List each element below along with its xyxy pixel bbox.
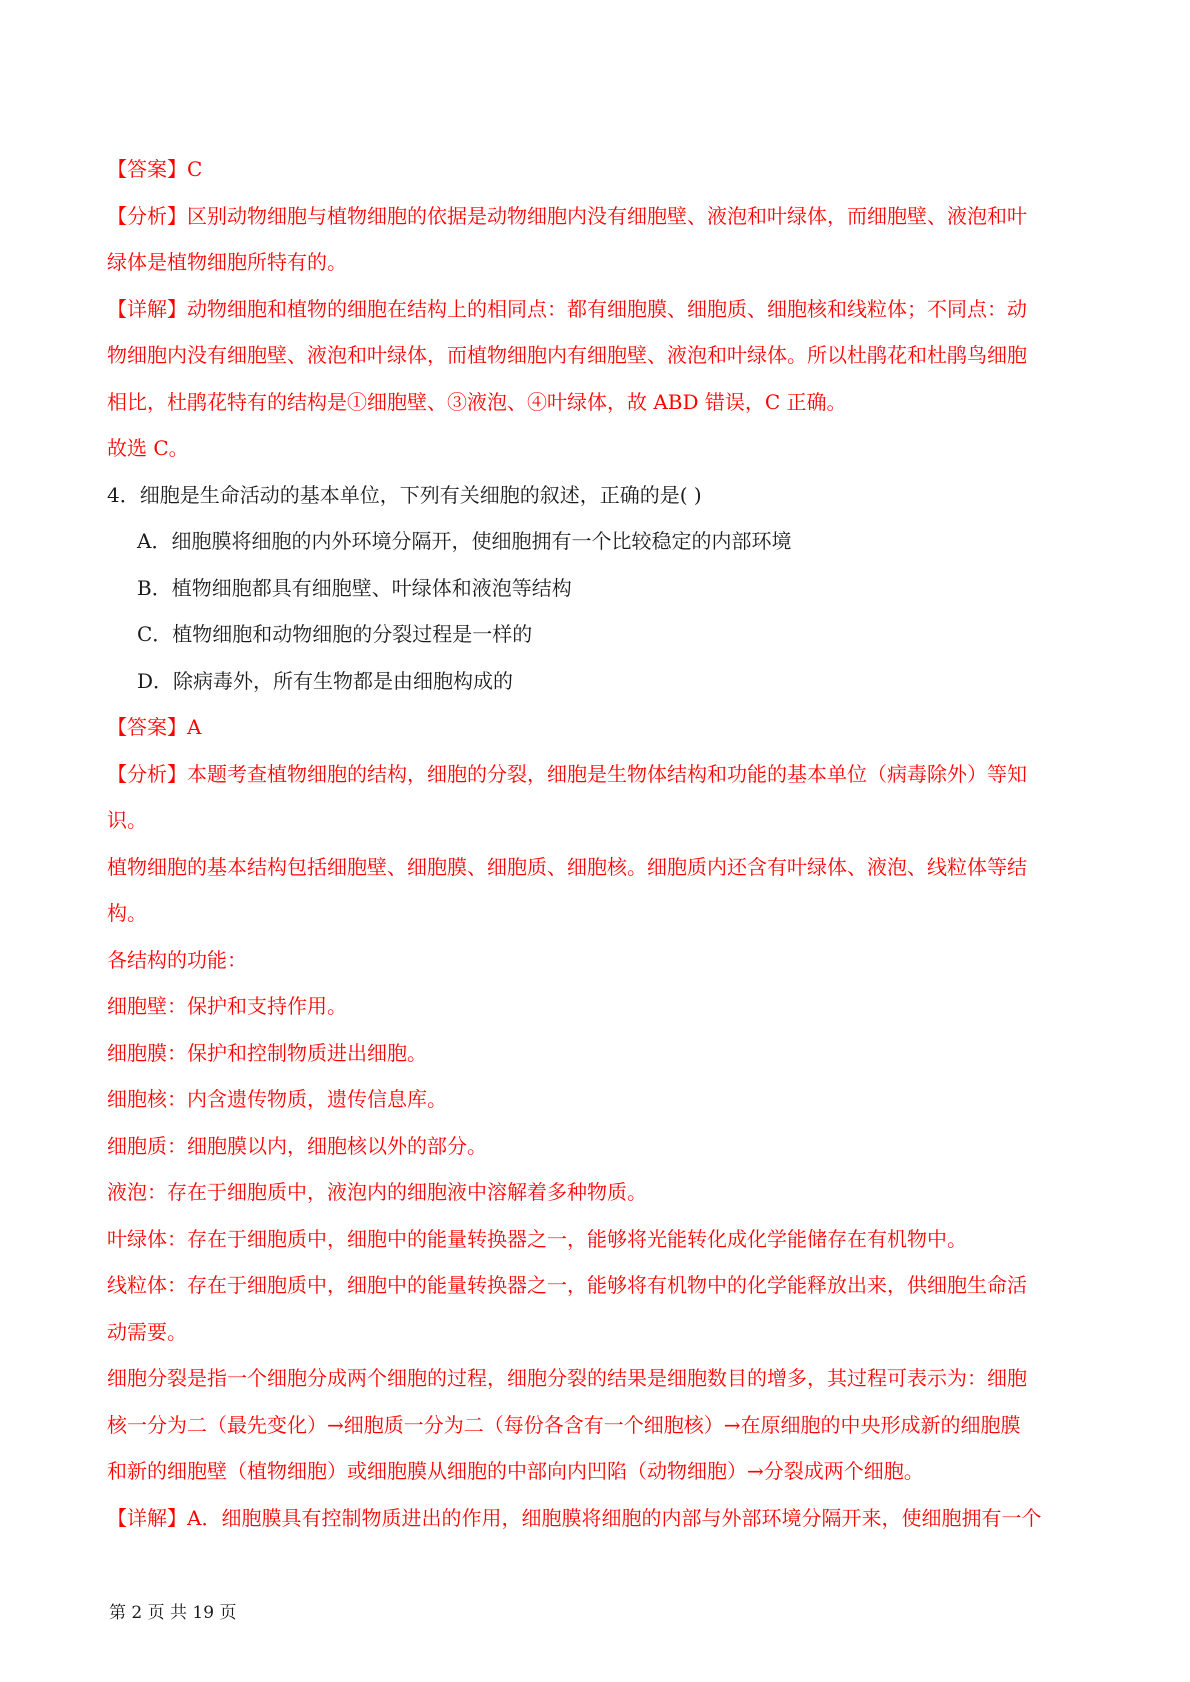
- text-line: 细胞核：内含遗传物质，遗传信息库。: [107, 1087, 447, 1111]
- text-line: 构。: [107, 901, 147, 925]
- text-line: 各结构的功能：: [107, 947, 247, 972]
- text-line: 【答案】A: [107, 715, 202, 739]
- text-line: 绿体是植物细胞所特有的。: [107, 250, 347, 274]
- text-line: 【答案】C: [107, 157, 203, 181]
- text-line: 【详解】动物细胞和植物的细胞在结构上的相同点：都有细胞膜、细胞质、细胞核和线粒体；不同点：动: [107, 296, 1027, 321]
- text-line: 识。: [107, 808, 147, 832]
- document-body: [107, 146, 1083, 1541]
- text-line: 植物细胞的基本结构包括细胞壁、细胞膜、细胞质、细胞核。细胞质内还含有叶绿体、液泡、线粒体等结: [107, 854, 1027, 879]
- text-line: 【分析】本题考查植物细胞的结构，细胞的分裂，细胞是生物体结构和功能的基本单位（病毒除外）等知: [107, 761, 1027, 786]
- text-line: 线粒体：存在于细胞质中，细胞中的能量转换器之一，能够将有机物中的化学能释放出来，供细胞生命活: [107, 1273, 1027, 1297]
- text-line: 故选 C。: [107, 436, 189, 460]
- text-line: 细胞膜：保护和控制物质进出细胞。: [107, 1040, 427, 1065]
- text-line: 细胞分裂是指一个细胞分成两个细胞的过程，细胞分裂的结果是细胞数目的增多，其过程可表示为：细胞: [107, 1366, 1027, 1390]
- option-line: D．除病毒外，所有生物都是由细胞构成的: [137, 668, 514, 693]
- text-line: 相比，杜鹃花特有的结构是①细胞壁、③液泡、④叶绿体，故 ABD 错误，C 正确。: [107, 389, 847, 414]
- text-line: 叶绿体：存在于细胞质中，细胞中的能量转换器之一，能够将光能转化成化学能储存在有机物中。: [107, 1226, 967, 1251]
- text-line: 物细胞内没有细胞壁、液泡和叶绿体，而植物细胞内有细胞壁、液泡和叶绿体。所以杜鹃花和杜鹃鸟细胞: [107, 343, 1027, 367]
- text-line: 动需要。: [107, 1319, 187, 1344]
- text-line: 细胞壁：保护和支持作用。: [107, 994, 347, 1018]
- option-line: C．植物细胞和动物细胞的分裂过程是一样的: [137, 622, 533, 646]
- text-line: 液泡：存在于细胞质中，液泡内的细胞液中溶解着多种物质。: [107, 1180, 647, 1204]
- text-line: 核一分为二（最先变化）→细胞质一分为二（每份各含有一个细胞核）→在原细胞的中央形成新的细胞膜: [107, 1412, 1021, 1437]
- text-line: 4．细胞是生命活动的基本单位，下列有关细胞的叙述，正确的是( ): [107, 482, 702, 507]
- text-line: 【详解】A．细胞膜具有控制物质进出的作用，细胞膜将细胞的内部与外部环境分隔开来，使细胞拥有一个: [107, 1505, 1042, 1530]
- text-line: 细胞质：细胞膜以内，细胞核以外的部分。: [107, 1133, 487, 1158]
- option-line: B．植物细胞都具有细胞壁、叶绿体和液泡等结构: [137, 575, 572, 600]
- page-footer: 第 2 页 共 19 页: [109, 1603, 237, 1623]
- text-line: 【分析】区别动物细胞与植物细胞的依据是动物细胞内没有细胞壁、液泡和叶绿体，而细胞壁、液泡和叶: [107, 203, 1027, 228]
- option-line: A．细胞膜将细胞的内外环境分隔开，使细胞拥有一个比较稳定的内部环境: [137, 529, 792, 553]
- text-line: 和新的细胞壁（植物细胞）或细胞膜从细胞的中部向内凹陷（动物细胞）→分裂成两个细胞。: [107, 1459, 924, 1483]
